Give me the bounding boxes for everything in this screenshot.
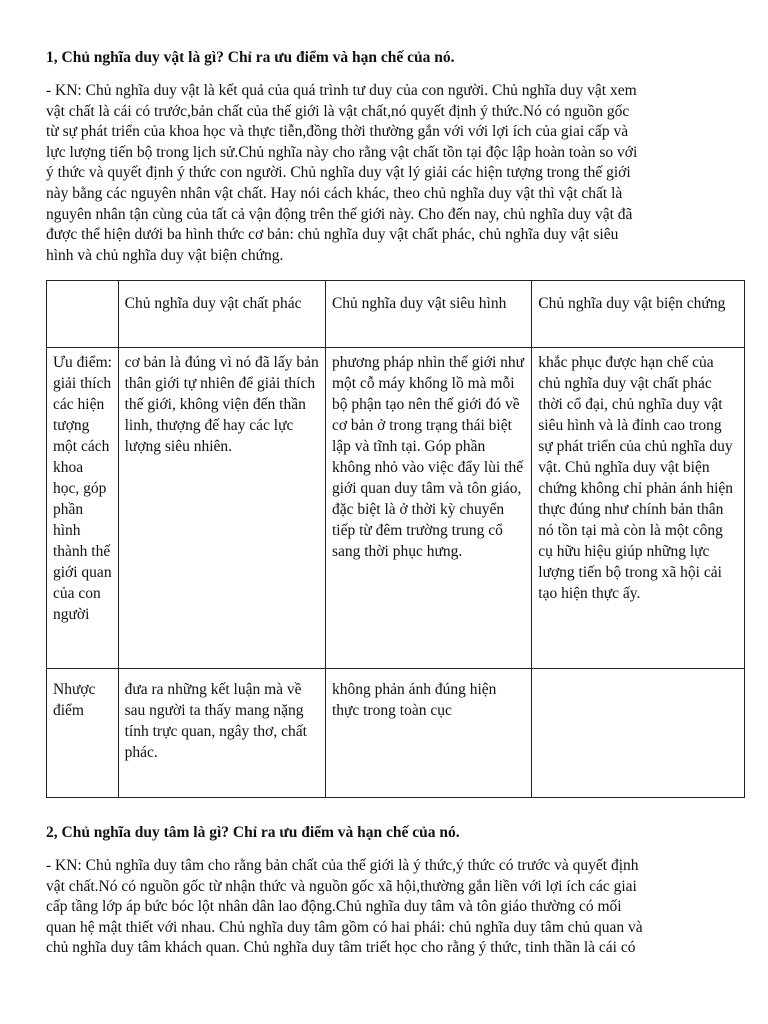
section-1-paragraph — [46, 81, 730, 266]
table-cell: cơ bản là đúng vì nó đã lấy bản thân giới tự nhiên để giải thích thế giới, không viện đến thần linh, thượng đế hay các lực lượng siêu nhiên. — [118, 348, 325, 669]
paragraph-line: lực lượng tiến bộ trong lịch sử.Chủ nghĩa này cho rằng vật chất tồn tại độc lập hoàn toàn so với — [46, 143, 638, 161]
table-cell: khắc phục được hạn chế của chủ nghĩa duy vật chất phác thời cổ đại, chủ nghĩa duy vật siêu hình và là đỉnh cao trong sự phát triển của chủ nghĩa duy vật. Chủ nghĩa duy vật biện chứng không chỉ phản ánh hiện thực đúng như chính bản thân nó tồn tại mà còn là một công cụ hữu hiệu giúp những lực lượng tiến bộ trong xã hội cải tạo hiện thực ấy. — [532, 348, 745, 669]
paragraph-line: này bằng các nguyên nhân vật chất. Hay nói cách khác, theo chủ nghĩa duy vật thì vật chất là — [46, 184, 623, 202]
paragraph-line: cấp tầng lớp áp bức bóc lột nhân dân lao động.Chủ nghĩa duy tâm và tôn giáo thường có mối — [46, 898, 622, 916]
paragraph-line: vật chất.Nó có nguồn gốc từ nhận thức và nguồn gốc xã hội,thường gắn liền với lợi ích các giai — [46, 877, 637, 895]
header-cell-bien-chung: Chủ nghĩa duy vật biện chứng — [532, 281, 745, 348]
table-cell — [532, 669, 745, 798]
comparison-table — [46, 280, 745, 798]
table-header-row — [47, 281, 745, 348]
paragraph-line: được thể hiện dưới ba hình thức cơ bản: chủ nghĩa duy vật chất phác, chủ nghĩa duy vật siêu — [46, 226, 619, 244]
header-cell-chat-phac: Chủ nghĩa duy vật chất phác — [118, 281, 325, 348]
row-label-advantages: Ưu điểm: giải thích các hiện tượng một cách khoa học, góp phần hình thành thế giới quan của con người — [47, 348, 119, 669]
paragraph-line: ý thức và quyết định ý thức con người. Chủ nghĩa duy vật lý giải các hiện tượng trong thế giới — [46, 164, 631, 182]
paragraph-line: từ sự phát triển của khoa học và thực tiễn,đồng thời thường gắn với với lợi ích của giai cấp và — [46, 123, 629, 141]
paragraph-line: nguyên nhân tận cùng của tất cả vận động trên thế giới này. Cho đến nay, chủ nghĩa duy vật đã — [46, 205, 633, 223]
table-cell: đưa ra những kết luận mà về sau người ta thấy mang nặng tính trực quan, ngây thơ, chất phác. — [118, 669, 325, 798]
paragraph-line: chủ nghĩa duy tâm khách quan. Chủ nghĩa duy tâm triết học cho rằng ý thức, tinh thần là cái có — [46, 939, 636, 957]
section-1-heading: 1, Chủ nghĩa duy vật là gì? Chỉ ra ưu điểm và hạn chế của nó. — [46, 49, 455, 66]
header-cell-empty — [47, 281, 119, 348]
table-row-disadvantages — [47, 669, 745, 798]
paragraph-line: quan hệ mật thiết với nhau. Chủ nghĩa duy tâm gồm có hai phái: chủ nghĩa duy tâm chủ quan và — [46, 918, 643, 936]
section-2-heading: 2, Chủ nghĩa duy tâm là gì? Chỉ ra ưu điểm và hạn chế của nó. — [46, 824, 460, 841]
paragraph-line: vật chất là cái có trước,bản chất của thế giới là vật chất,nó quyết định ý thức.Nó có nguồn gốc — [46, 102, 630, 120]
header-cell-sieu-hinh: Chủ nghĩa duy vật siêu hình — [325, 281, 531, 348]
paragraph-line: - KN: Chủ nghĩa duy vật là kết quả của quá trình tư duy của con người. Chủ nghĩa duy vật xem — [46, 82, 637, 99]
table-cell: phương pháp nhìn thế giới như một cỗ máy khổng lồ mà mỗi bộ phận tạo nên thế giới đó về cơ bản ở trong trạng thái biệt lập và tĩnh tại. Góp phần không nhỏ vào việc đẩy lùi thế giới quan duy tâm và tôn giáo, đặc biệt là ở thời kỳ chuyển tiếp từ đêm trường trung cổ sang thời phục hưng. — [325, 348, 531, 669]
paragraph-line: - KN: Chủ nghĩa duy tâm cho rằng bản chất của thế giới là ý thức,ý thức có trước và quyết định — [46, 857, 639, 874]
section-2-paragraph — [46, 856, 730, 959]
paragraph-line: hình và chủ nghĩa duy vật biện chứng. — [46, 246, 284, 264]
table-row-advantages — [47, 348, 745, 669]
table-cell: không phản ánh đúng hiện thực trong toàn cục — [325, 669, 531, 798]
row-label-disadvantages: Nhược điểm — [47, 669, 119, 798]
